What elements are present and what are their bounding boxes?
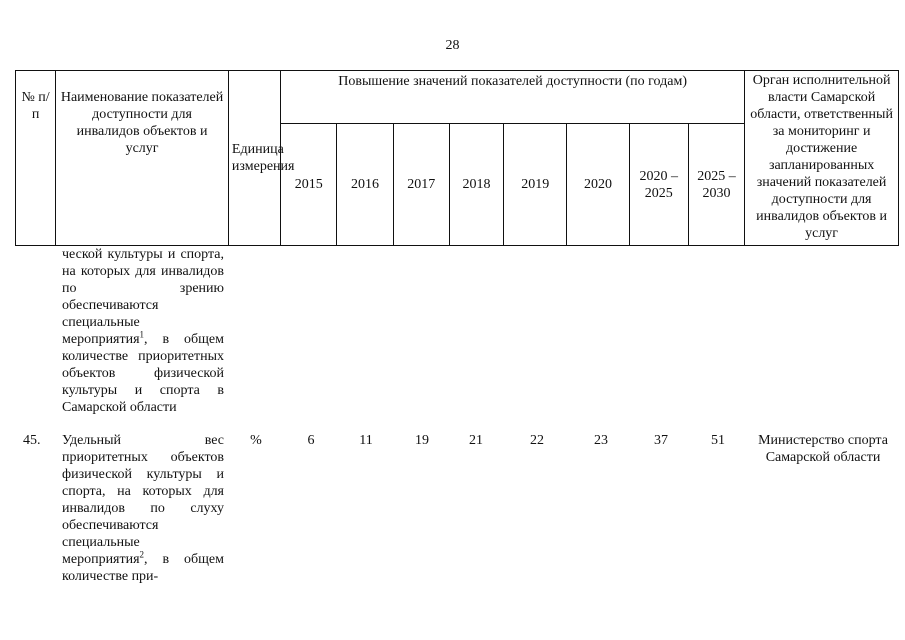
table-row xyxy=(0,432,905,592)
header-table xyxy=(15,70,899,246)
row-value-2015: 6 xyxy=(307,433,315,448)
row-value-2017: 19 xyxy=(415,433,429,448)
header-year-2025-2030: 2025 – 2030 xyxy=(688,124,744,246)
row-value-2019: 22 xyxy=(530,433,544,448)
row-name-a: Удельный вес приоритетных объектов физической культуры и спорта, на которых для инвалидов по слуху обеспечиваются специальные мероприятия xyxy=(62,433,224,567)
row-name xyxy=(62,432,224,585)
continuation-text-a: ческой культуры и спорта, на которых для инвалидов по зрению обеспечиваются специальные мероприятия xyxy=(62,247,224,347)
header-year-2015: 2015 xyxy=(281,124,337,246)
header-num: № п/п xyxy=(16,71,56,246)
header-year-2020: 2020 xyxy=(567,124,629,246)
page-number: 28 xyxy=(445,38,460,53)
header-org: Орган исполнительной власти Самарской области, ответственный за мониторинг и достижение запланированных значений показателей доступности для инвалидов объектов и услуг xyxy=(745,71,899,246)
header-year-2019: 2019 xyxy=(504,124,567,246)
row-number: 45. xyxy=(23,433,41,448)
header-year-2020-2025: 2020 – 2025 xyxy=(629,124,688,246)
row-value-2025-2030: 51 xyxy=(711,433,725,448)
row-org: Министерство спорта Самарской области xyxy=(758,433,888,465)
footnote-ref: 1 xyxy=(139,329,145,340)
row-unit: % xyxy=(250,433,262,448)
header-year-2016: 2016 xyxy=(337,124,393,246)
header-year-2017: 2017 xyxy=(393,124,449,246)
header-unit: Единица измерения xyxy=(228,71,280,246)
continuation-text-b: , в общем количестве приоритетных объектов физической культуры и спорта в Самарской области xyxy=(62,332,224,415)
header-year-2018: 2018 xyxy=(449,124,503,246)
header-years-title: Повышение значений показателей доступности (по годам) xyxy=(281,71,745,124)
row-value-2020: 23 xyxy=(594,433,608,448)
footnote-ref: 2 xyxy=(139,549,145,560)
row-name-b: , в общем количестве при- xyxy=(62,552,224,584)
continuation-text xyxy=(62,246,224,416)
row-value-2018: 21 xyxy=(469,433,483,448)
row-value-2020-2025: 37 xyxy=(654,433,668,448)
row-value-2016: 11 xyxy=(359,433,373,448)
header-name: Наименование показателей доступности для инвалидов объектов и услуг xyxy=(56,71,229,246)
